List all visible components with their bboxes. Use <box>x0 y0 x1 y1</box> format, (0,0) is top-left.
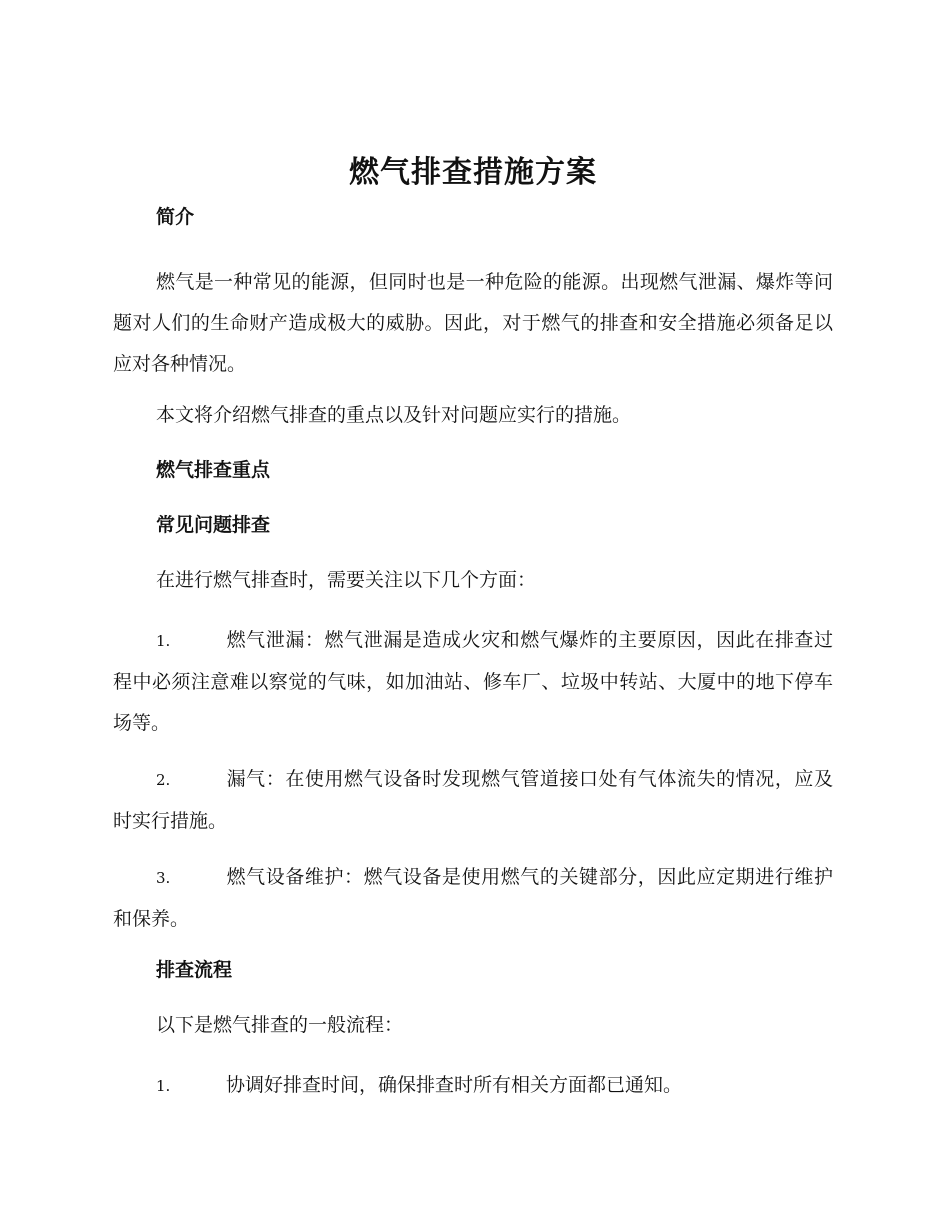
list-item-text: 漏气：在使用燃气设备时发现燃气管道接口处有气体流失的情况，应及时实行措施。 <box>113 768 833 832</box>
intro-paragraph-2: 本文将介绍燃气排查的重点以及针对问题应实行的措施。 <box>156 404 632 426</box>
process-heading: 排查流程 <box>156 959 233 981</box>
list-item <box>113 759 833 842</box>
intro-paragraph-1: 燃气是一种常见的能源，但同时也是一种危险的能源。出现燃气泄漏、爆炸等问题对人们的生命财产造成极大的威胁。因此，对于燃气的排查和安全措施必须备足以应对各种情况。 <box>113 271 833 375</box>
list-item-text: 燃气设备维护：燃气设备是使用燃气的关键部分，因此应定期进行维护和保养。 <box>113 866 833 930</box>
document-title: 燃气排查措施方案 <box>349 155 597 190</box>
list-item-number: 2. <box>156 771 171 789</box>
process-intro: 以下是燃气排查的一般流程： <box>156 1014 404 1036</box>
common-issues-heading: 常见问题排查 <box>156 514 271 536</box>
list-item-number: 3. <box>156 869 171 887</box>
common-issues-intro: 在进行燃气排查时，需要关注以下几个方面： <box>156 569 537 591</box>
list-item-number: 1. <box>156 1077 171 1095</box>
intro-heading: 简介 <box>156 206 195 228</box>
list-item <box>113 1065 833 1107</box>
focus-heading: 燃气排查重点 <box>156 459 271 481</box>
list-item-text: 协调好排查时间，确保排查时所有相关方面都已通知。 <box>226 1074 683 1096</box>
list-item <box>113 620 833 744</box>
list-item <box>113 857 833 940</box>
list-item-text: 燃气泄漏：燃气泄漏是造成火灾和燃气爆炸的主要原因，因此在排查过程中必须注意难以察觉的气味，如加油站、修车厂、垃圾中转站、大厦中的地下停车场等。 <box>113 629 833 734</box>
document-content <box>113 148 833 1122</box>
list-item-number: 1. <box>156 632 171 650</box>
